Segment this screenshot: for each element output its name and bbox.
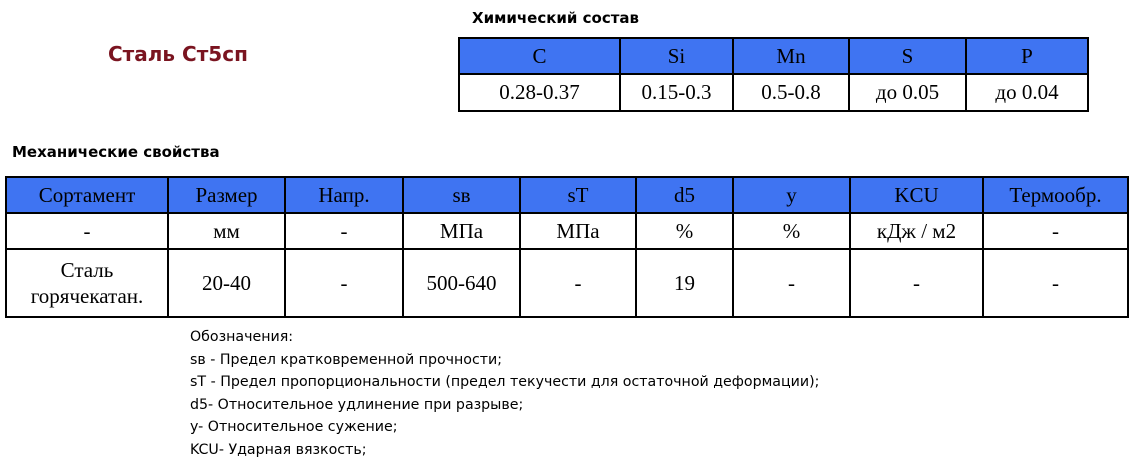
mech-unit-cell: %	[733, 213, 850, 249]
chemical-header-row	[459, 38, 1088, 74]
mech-unit-cell: -	[285, 213, 403, 249]
mech-data-cell: Сталь горячекатан.	[6, 249, 168, 317]
chemical-values-row	[459, 74, 1088, 111]
mech-unit-cell: -	[6, 213, 168, 249]
chem-header-cell: P	[966, 38, 1088, 74]
mech-unit-cell: %	[636, 213, 733, 249]
mech-data-cell: -	[733, 249, 850, 317]
mech-unit-cell: мм	[168, 213, 285, 249]
mech-header-cell: Сортамент	[6, 177, 168, 213]
mech-unit-cell: МПа	[520, 213, 636, 249]
chem-header-cell: Si	[620, 38, 733, 74]
mech-data-cell: -	[285, 249, 403, 317]
mech-data-cell: 19	[636, 249, 733, 317]
chem-value-cell: 0.5-0.8	[733, 74, 849, 111]
steel-grade-title: Сталь Ст5сп	[108, 42, 248, 66]
notes-heading: Обозначения:	[190, 329, 294, 345]
mech-header-cell: y	[733, 177, 850, 213]
chem-value-cell: до 0.05	[849, 74, 966, 111]
chemical-composition-title: Химический состав	[472, 9, 640, 27]
mech-header-cell: Термообр.	[983, 177, 1128, 213]
mech-header-cell: KCU	[850, 177, 983, 213]
mech-header-cell: Размер	[168, 177, 285, 213]
mech-header-cell: sT	[520, 177, 636, 213]
mech-data-cell: 500-640	[403, 249, 520, 317]
mechanical-properties-title: Механические свойства	[12, 143, 220, 161]
chem-header-cell: C	[459, 38, 620, 74]
chemical-composition-table	[458, 37, 1089, 112]
legend-notes	[190, 326, 819, 462]
mech-data-cell: 20-40	[168, 249, 285, 317]
chem-header-cell: S	[849, 38, 966, 74]
mechanical-units-row	[6, 213, 1128, 249]
note-line: sв - Предел кратковременной прочности;	[190, 351, 503, 368]
note-line: y- Относительное сужение;	[190, 419, 398, 436]
note-line: KCU- Ударная вязкость;	[190, 441, 367, 458]
note-line: d5- Относительное удлинение при разрыве;	[190, 396, 524, 413]
mech-unit-cell: -	[983, 213, 1128, 249]
chem-value-cell: 0.15-0.3	[620, 74, 733, 111]
table-row	[6, 249, 1128, 317]
mech-data-cell: -	[520, 249, 636, 317]
mech-data-cell: -	[983, 249, 1128, 317]
chem-value-cell: 0.28-0.37	[459, 74, 620, 111]
mech-data-cell: -	[850, 249, 983, 317]
mech-header-cell: d5	[636, 177, 733, 213]
mechanical-header-row	[6, 177, 1128, 213]
chem-header-cell: Mn	[733, 38, 849, 74]
mech-unit-cell: МПа	[403, 213, 520, 249]
note-line: sT - Предел пропорциональности (предел текучести для остаточной деформации);	[190, 374, 820, 391]
mechanical-properties-table	[5, 176, 1129, 318]
mech-header-cell: Напр.	[285, 177, 403, 213]
mech-unit-cell: кДж / м2	[850, 213, 983, 249]
mech-header-cell: sв	[403, 177, 520, 213]
chem-value-cell: до 0.04	[966, 74, 1088, 111]
